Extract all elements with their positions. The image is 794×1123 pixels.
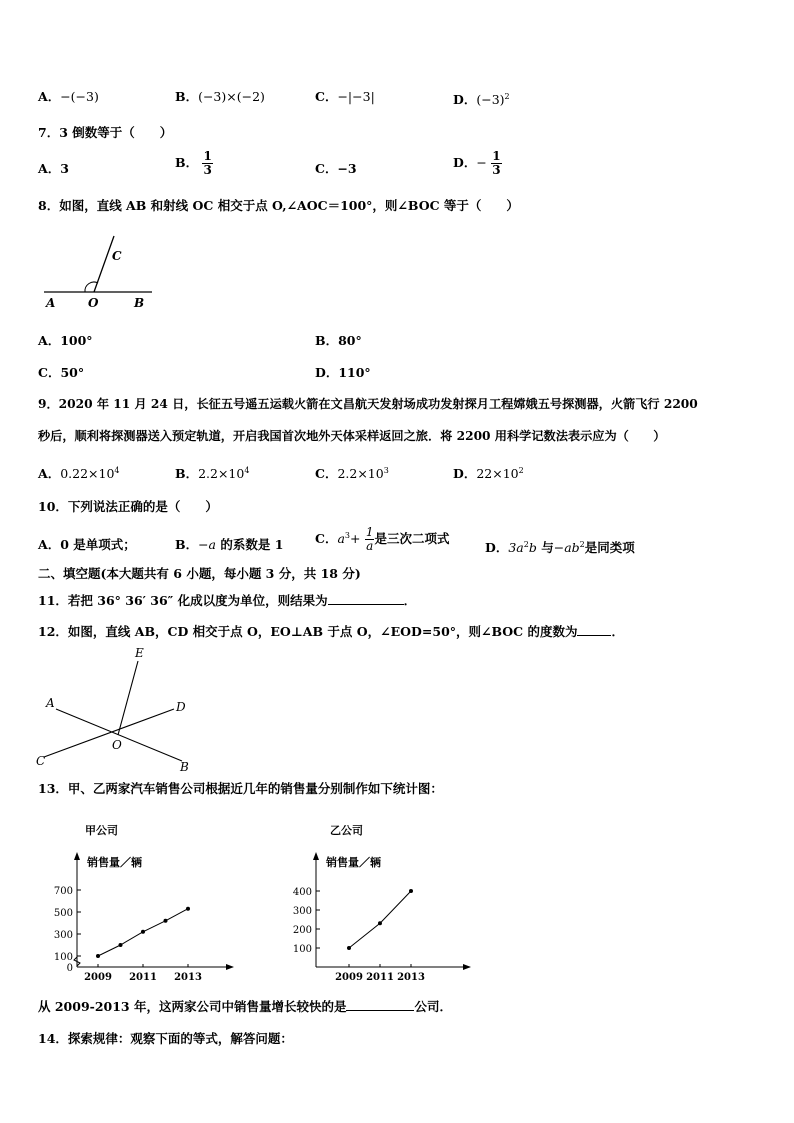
label-o: O xyxy=(112,738,122,752)
q8-stem: 8．如图，直线 AB 和射线 OC 相交于点 O,∠AOC＝100°，则∠BOC 等于（ ） xyxy=(38,198,519,213)
data-point xyxy=(141,930,145,934)
y-tick-label: 300 xyxy=(53,930,73,941)
label-c: C xyxy=(36,754,46,768)
x-tick-label: 2011 xyxy=(366,972,394,983)
x-tick-label: 2011 xyxy=(129,972,157,983)
q6-option-a: A．−(−3) xyxy=(38,89,99,104)
q6-option-b: B．(−3)×(−2) xyxy=(175,89,265,104)
q10-stem: 10．下列说法正确的是（ ） xyxy=(38,499,218,514)
chart-title: 乙公司 xyxy=(330,824,363,837)
answer-blank xyxy=(328,592,404,605)
label-e: E xyxy=(135,646,144,660)
chart-yi-company xyxy=(290,820,480,985)
y-tick-label: 500 xyxy=(53,908,73,919)
data-point xyxy=(409,889,413,893)
q10-option-a: A．0 是单项式； xyxy=(38,537,136,552)
q8-figure xyxy=(38,228,158,312)
label-d: D xyxy=(176,700,186,714)
y-tick-label: 200 xyxy=(292,925,312,936)
y-tick-label: 0 xyxy=(66,963,73,974)
data-point xyxy=(164,919,168,923)
y-tick-label: 300 xyxy=(292,906,312,917)
chart-title: 甲公司 xyxy=(85,824,118,837)
data-point xyxy=(96,954,100,958)
fraction-one-over-a: $\frac{1}{a}$ xyxy=(365,525,374,553)
y-axis-arrow xyxy=(313,852,319,860)
q7-stem: 7．3 倒数等于（ ） xyxy=(38,125,173,140)
y-axis-label: 销售量／辆 xyxy=(87,856,142,869)
q6-option-d: D．$(-3)^2$ xyxy=(453,92,510,108)
q10-option-d: D．$3a^2b$ 与$-ab^2$是同类项 xyxy=(485,540,635,556)
label-o: O xyxy=(88,296,99,310)
label-a: A xyxy=(46,696,55,710)
answer-blank xyxy=(346,998,414,1011)
data-point xyxy=(347,946,351,950)
fraction-one-third: $\frac{1}{3}$ xyxy=(492,149,501,177)
q7-option-c: C．−3 xyxy=(315,161,357,176)
q8-option-a: A．100° xyxy=(38,333,93,348)
data-point xyxy=(378,921,382,925)
q9-option-d: D．$22\times 10^2$ xyxy=(453,466,524,482)
fraction-one-third: $\frac{1}{3}$ xyxy=(203,149,212,177)
q10-option-c: C．$a^3+$ $\frac{1}{a}$ 是三次二项式 xyxy=(315,525,450,553)
y-tick-label: 100 xyxy=(292,944,312,955)
ray-oc xyxy=(94,236,114,292)
x-tick-label: 2009 xyxy=(335,972,363,983)
x-axis-arrow xyxy=(463,964,471,970)
label-b: B xyxy=(134,296,145,310)
q9-option-a: A．$0.22\times 10^4$ xyxy=(38,466,120,482)
y-tick-label: 100 xyxy=(53,952,73,963)
q12-text: 12．如图，直线 AB，CD 相交于点 O，EO⊥AB 于点 O，∠EOD=50°，则∠BOC 的度数为 ． xyxy=(38,624,624,639)
q14-text: 14．探索规律：观察下面的等式，解答问题： xyxy=(38,1031,293,1046)
chart-jia-company xyxy=(45,820,245,985)
q8-option-c: C．50° xyxy=(38,365,85,380)
q13-conclusion: 从 2009-2013 年，这两家公司中销售量增长较快的是 公司． xyxy=(38,999,452,1014)
q13-text: 13．甲、乙两家汽车销售公司根据近几年的销售量分别制作如下统计图： xyxy=(38,781,443,796)
y-axis-label: 销售量／辆 xyxy=(326,856,381,869)
q11-text: 11．若把 36° 36′ 36″ 化成以度为单位，则结果为 ． xyxy=(38,593,417,608)
data-point xyxy=(186,907,190,911)
q8-option-d: D．110° xyxy=(315,365,371,380)
x-tick-label: 2013 xyxy=(397,972,425,983)
q7-option-b: B． $\frac{1}{3}$ xyxy=(175,149,212,177)
q8-option-b: B．80° xyxy=(315,333,362,348)
q7-option-a: A．3 xyxy=(38,161,69,176)
y-axis-arrow xyxy=(74,852,80,860)
x-tick-label: 2009 xyxy=(84,972,112,983)
label-b: B xyxy=(180,760,189,773)
label-c: C xyxy=(112,249,122,263)
data-point xyxy=(119,943,123,947)
label-a: A xyxy=(46,296,56,310)
q9-option-b: B．$2.2\times 10^4$ xyxy=(175,466,250,482)
q6-option-c: C．−|−3| xyxy=(315,89,375,104)
y-tick-label: 700 xyxy=(53,886,73,897)
q9-line2: 秒后，顺利将探测器送入预定轨道，开启我国首次地外天体采样返回之旅．将 2200 用科学记数法表示应为（ ） xyxy=(38,429,666,443)
q7-option-d: D．− $\frac{1}{3}$ xyxy=(453,149,501,177)
y-tick-label: 400 xyxy=(292,887,312,898)
section-title: 二、填空题(本大题共有 6 小题，每小题 3 分，共 18 分) xyxy=(38,566,361,581)
x-tick-label: 2013 xyxy=(174,972,202,983)
line-ab xyxy=(56,709,182,761)
q12-figure xyxy=(30,645,200,773)
answer-blank xyxy=(577,623,611,636)
q9-option-c: C．$2.2\times 10^3$ xyxy=(315,466,389,482)
series-line xyxy=(349,891,411,948)
q9-line1: 9．2020 年 11 月 24 日，长征五号遥五运载火箭在文昌航天发射场成功发射探月工程嫦娥五号探测器，火箭飞行 2200 xyxy=(38,397,698,411)
q10-option-b: B．−a 的系数是 1 xyxy=(175,537,284,552)
x-axis-arrow xyxy=(226,964,234,970)
